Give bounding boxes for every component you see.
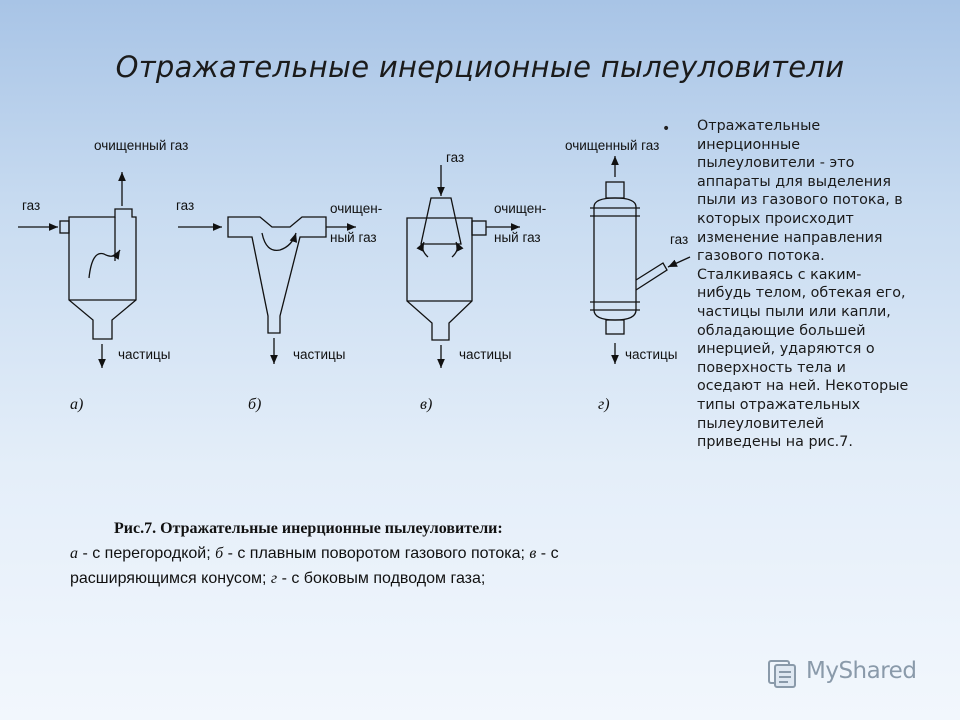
caption-letter-g: г (270, 570, 278, 587)
figure-caption (70, 516, 670, 591)
caption-title: Рис.7. Отражательные инерционные пылеуловители: (114, 520, 503, 537)
label-b-clean-gas-1: очищен- (330, 201, 383, 216)
label-b-particles: частицы (293, 347, 346, 362)
label-a-particles: частицы (118, 347, 171, 362)
myshared-logo[interactable] (766, 656, 926, 690)
caption-text-b: - с плавным поворотом газового потока; (223, 545, 530, 562)
label-g-clean-gas: очищенный газ (565, 138, 660, 153)
slide-title: Отражательные инерционные пылеуловители (115, 50, 845, 84)
caption-text-a: - с перегородкой; (78, 545, 216, 562)
label-a-clean-gas: очищенный газ (94, 138, 189, 153)
label-g-gas: газ (670, 232, 689, 247)
label-g-particles: частицы (625, 347, 678, 362)
collector-g-drawing (590, 156, 690, 364)
sublabel-g: г) (598, 396, 610, 413)
sublabel-b: б) (248, 396, 262, 413)
myshared-logo-icon (766, 656, 800, 690)
label-a-gas: газ (22, 198, 41, 213)
caption-letter-b: б (215, 545, 224, 562)
bullet-marker: • (662, 121, 671, 137)
sublabel-a: а) (70, 396, 84, 413)
dust-collectors-drawing (0, 120, 700, 430)
label-v-clean-gas-2: ный газ (494, 230, 541, 245)
label-v-particles: частицы (459, 347, 512, 362)
caption-text-v: - с расширяющимся конусом; (70, 545, 559, 587)
label-v-gas: газ (446, 150, 465, 165)
myshared-logo-text: MyShared (806, 658, 917, 684)
dust-collectors-figure (0, 120, 700, 430)
label-b-clean-gas-2: ный газ (330, 230, 377, 245)
label-b-gas: газ (176, 198, 195, 213)
caption-text-g: - с боковым подводом газа; (277, 570, 486, 587)
caption-letter-v: в (529, 545, 537, 562)
collector-v-drawing (407, 165, 520, 368)
bullet-text: Отражательные инерционные пылеуловители - это аппараты для выделения пыли из газового потока, в которых происходит изменение направления газового потока. Сталкиваясь с каким-нибудь телом, обтекая его, частицы пыли или капли, обладающие большей инерцией, ударяются о поверхность тела и оседают на ней. Некоторые типы отражательных пылеуловителей приведены на рис.7. (697, 118, 909, 451)
label-v-clean-gas-1: очищен- (494, 201, 547, 216)
caption-letter-a: а (70, 545, 78, 562)
sublabel-v: в) (420, 396, 433, 413)
